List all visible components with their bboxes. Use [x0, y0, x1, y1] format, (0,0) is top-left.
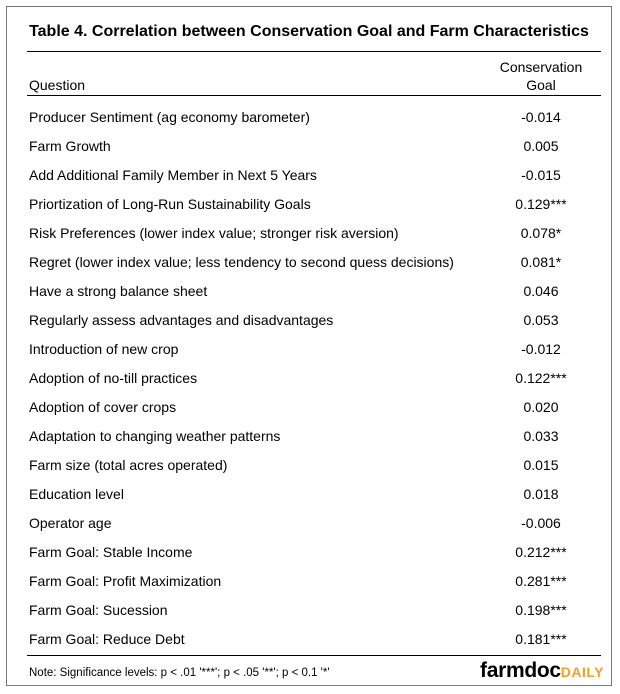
row-value: 0.033: [523, 428, 559, 444]
row-question: Risk Preferences (lower index value; stronger risk aversion): [29, 225, 399, 241]
table-row: [7, 190, 613, 219]
significance-note: Note: Significance levels: p < .01 '***'; p < .05 '**'; p < 0.1 '*': [29, 667, 330, 679]
row-question: Farm Goal: Sucession: [29, 602, 168, 618]
row-question: Farm Growth: [29, 138, 111, 154]
row-question: Regularly assess advantages and disadvantages: [29, 312, 334, 328]
row-question: Producer Sentiment (ag economy barometer): [29, 109, 310, 125]
row-value: 0.015: [523, 457, 559, 473]
farmdoc-daily-logo: [480, 659, 604, 683]
row-question: Farm Goal: Profit Maximization: [29, 573, 222, 589]
row-value: -0.015: [521, 167, 561, 183]
table-row: [7, 422, 613, 451]
row-question: Adaptation to changing weather patterns: [29, 428, 281, 444]
row-question: Education level: [29, 486, 124, 502]
row-question: Operator age: [29, 515, 112, 531]
title-rule: [27, 51, 601, 52]
row-question: Priortization of Long-Run Sustainability Goals: [29, 196, 311, 212]
row-question: Introduction of new crop: [29, 341, 179, 357]
row-value: 0.281***: [515, 573, 567, 589]
row-question: Adoption of no-till practices: [29, 370, 198, 386]
table-title: Table 4. Correlation between Conservation Goal and Farm Characteristics: [29, 23, 589, 40]
row-question: Farm Goal: Stable Income: [29, 544, 193, 560]
table-row: [7, 480, 613, 509]
header-rule: [27, 95, 601, 96]
row-question: Have a strong balance sheet: [29, 283, 208, 299]
row-value: 0.005: [523, 138, 559, 154]
row-value: 0.129***: [515, 196, 567, 212]
column-header-conservation-goal: [485, 58, 597, 94]
row-value: 0.122***: [515, 370, 567, 386]
table-row: [7, 103, 613, 132]
column-header-line2: Goal: [526, 77, 556, 93]
row-value: 0.053: [523, 312, 559, 328]
table-row: [7, 364, 613, 393]
row-question: Farm Goal: Reduce Debt: [29, 631, 185, 647]
row-value: 0.078*: [520, 225, 562, 241]
row-value: 0.081*: [520, 254, 562, 270]
table-row: [7, 277, 613, 306]
table-row: [7, 335, 613, 364]
row-question: Regret (lower index value; less tendency to second quess decisions): [29, 254, 454, 270]
table-row: [7, 132, 613, 161]
table-row: [7, 306, 613, 335]
table-row: [7, 567, 613, 596]
row-question: Farm size (total acres operated): [29, 457, 228, 473]
row-value: 0.212***: [515, 544, 567, 560]
table-row: [7, 161, 613, 190]
row-value: -0.006: [521, 515, 561, 531]
row-value: 0.046: [523, 283, 559, 299]
row-value: 0.020: [523, 399, 559, 415]
table-body: [7, 103, 613, 654]
table-frame: [6, 6, 612, 686]
row-question: Add Additional Family Member in Next 5 Years: [29, 167, 317, 183]
column-header-line1: Conservation: [499, 59, 583, 75]
row-value: -0.014: [521, 109, 561, 125]
row-value: -0.012: [521, 341, 561, 357]
logo-part-daily: DAILY: [560, 664, 604, 680]
table-row: [7, 509, 613, 538]
bottom-rule: [27, 655, 601, 656]
table-row: [7, 219, 613, 248]
table-row: [7, 248, 613, 277]
table-row: [7, 596, 613, 625]
table-row: [7, 393, 613, 422]
row-question: Adoption of cover crops: [29, 399, 177, 415]
table-row: [7, 538, 613, 567]
row-value: 0.181***: [515, 631, 567, 647]
column-header-question: Question: [29, 77, 86, 93]
row-value: 0.198***: [515, 602, 567, 618]
table-row: [7, 451, 613, 480]
logo-part-farmdoc: farmdoc: [480, 659, 561, 682]
row-value: 0.018: [523, 486, 559, 502]
table-row: [7, 625, 613, 654]
